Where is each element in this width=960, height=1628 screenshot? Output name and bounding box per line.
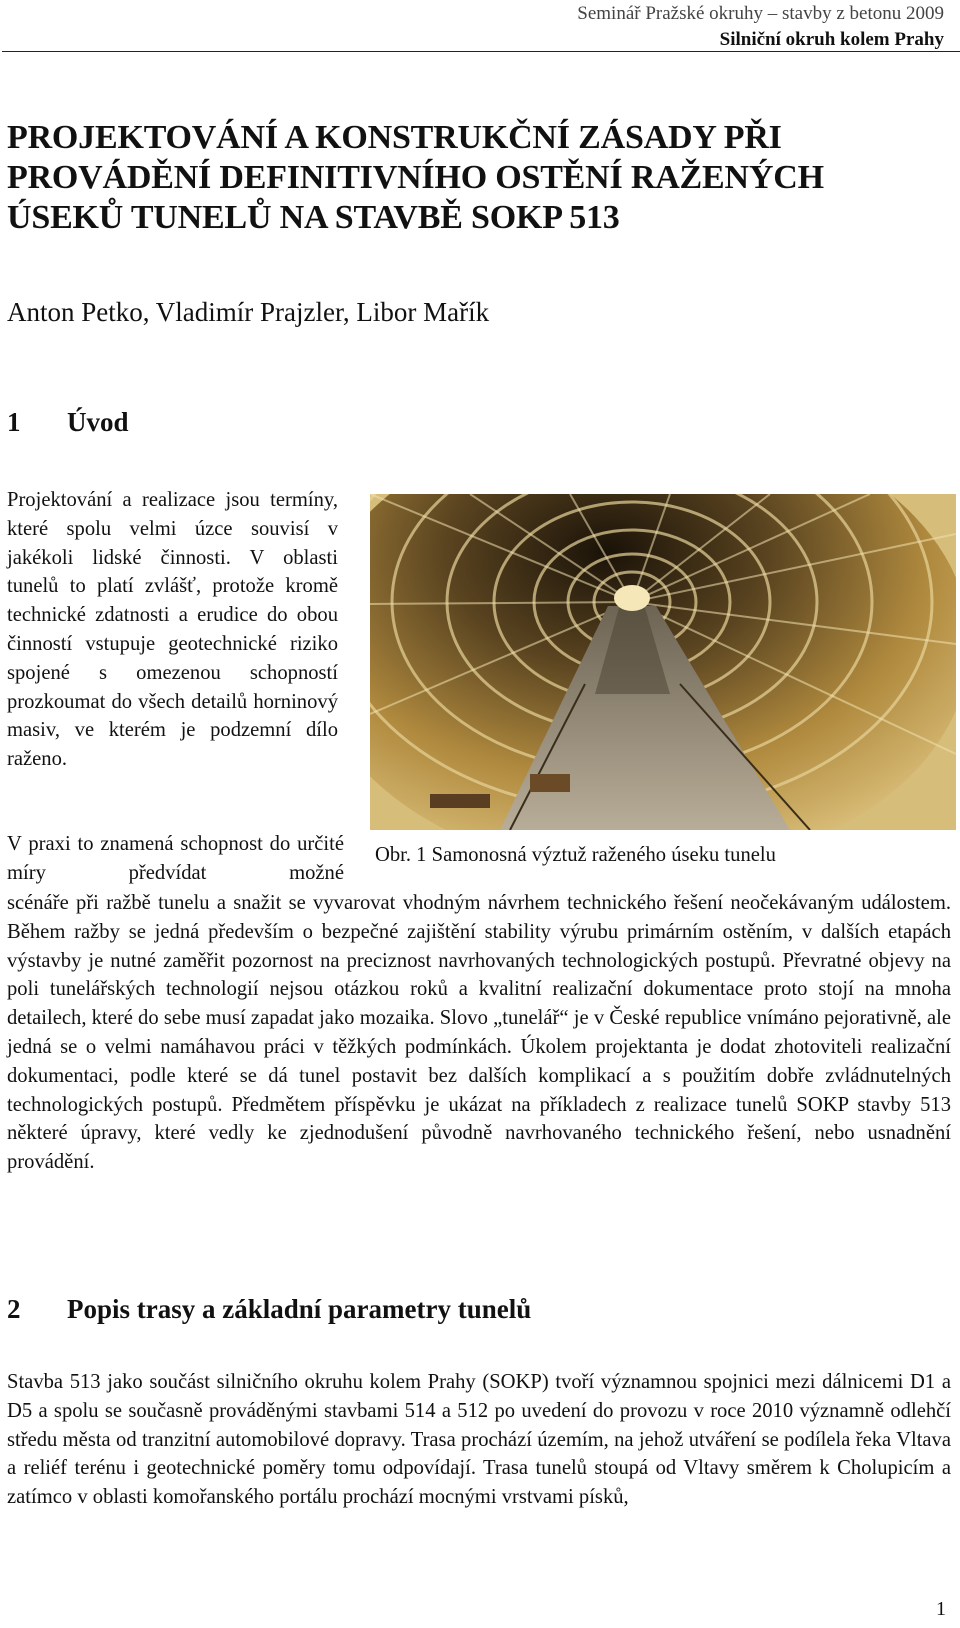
- intro-paragraph-full: scénáře při ražbě tunelu a snažit se vyvarovat vhodným návrhem technického řešení neočekávaným událostem. Během ražby se jedná především o bezpečné zajištění stability výrubu primárním ostěním, v dalších etapách výstavby je nutné zaměřit pozornost na preciznost navrhovaných technologických postupů. Převratné objevy na poli tunelářských technologií nejsou otázkou roků a kvalitní realizační dokumentace proto stojí na mnoha detailech, které do sebe musí zapadat jako mozaika. Slovo „tunelář“ je v České republice vnímáno pejorativně, ale jedná se o velmi namáhavou práci v těžkých podmínkách. Úkolem projektanta je dodat zhotoviteli realizační dokumentaci, podle které se dá tunel postavit bez dalších komplikací a s použitím dobře zvládnutelných technologických postupů. Předmětem příspěvku je ukázat na příkladech z realizace tunelů SOKP stavby 513 některé úpravy, které vedly ke zjednodušení původně navrhovaného technického řešení, nebo usnadnění provádění.: [7, 892, 951, 1174]
- header-topic: Silniční okruh kolem Prahy: [719, 29, 944, 50]
- tunnel-photo: [370, 494, 956, 830]
- authors: Anton Petko, Vladimír Prajzler, Libor Mařík: [7, 297, 490, 327]
- section-2-heading: [7, 1292, 531, 1326]
- intro-paragraph-mid: V praxi to znamená schopnost do určité míry předvídat možné: [7, 833, 344, 884]
- section-1-number: 1: [7, 407, 21, 437]
- header-seminar: Seminář Pražské okruhy – stavby z betonu 2009: [577, 3, 944, 24]
- header-rule: [2, 51, 960, 52]
- intro-paragraph-left: Projektování a realizace jsou termíny, které spolu velmi úzce souvisí v jakékoli lidské činnosti. V oblasti tunelů to platí zvlášť, protože kromě technické zdatnosti a erudice do obou činností vstupuje geotechnické riziko spojené s omezenou schopností prozkoumat do všech detailů horninový masiv, ve kterém je podzemní dílo raženo.: [7, 489, 338, 771]
- running-header: [344, 0, 944, 53]
- section-1-title: Úvod: [67, 407, 129, 437]
- section-1-heading: [7, 405, 129, 439]
- page-number: 1: [936, 1598, 946, 1620]
- section-2-paragraph: Stavba 513 jako součást silničního okruhu kolem Prahy (SOKP) tvoří významnou spojnici mezi dálnicemi D1 a D5 a spolu se současně prováděnými stavbami 514 a 512 po uvedení do provozu v roce 2010 významně odlehčí středu města od tranzitní automobilové dopravy. Trasa prochází územím, na jehož utváření se podílela řeka Vltava a reliéf terénu i geotechnické poměry tomu odpovídají. Trasa tunelů stoupá od Vltavy směrem k Cholupicím a zatímco v oblasti komořanského portálu prochází mocnými vrstvami písků,: [7, 1371, 951, 1509]
- figure-caption: Obr. 1 Samonosná výztuž raženého úseku tunelu: [375, 844, 776, 866]
- section-2-title: Popis trasy a základní parametry tunelů: [67, 1294, 532, 1324]
- section-2-number: 2: [7, 1294, 21, 1324]
- paper-title: PROJEKTOVÁNÍ A KONSTRUKČNÍ ZÁSADY PŘI PROVÁDĚNÍ DEFINITIVNÍHO OSTĚNÍ RAŽENÝCH ÚSEKŮ TUNELŮ NA STAVBĚ SOKP 513: [7, 119, 824, 236]
- tunnel-illustration: [370, 494, 956, 830]
